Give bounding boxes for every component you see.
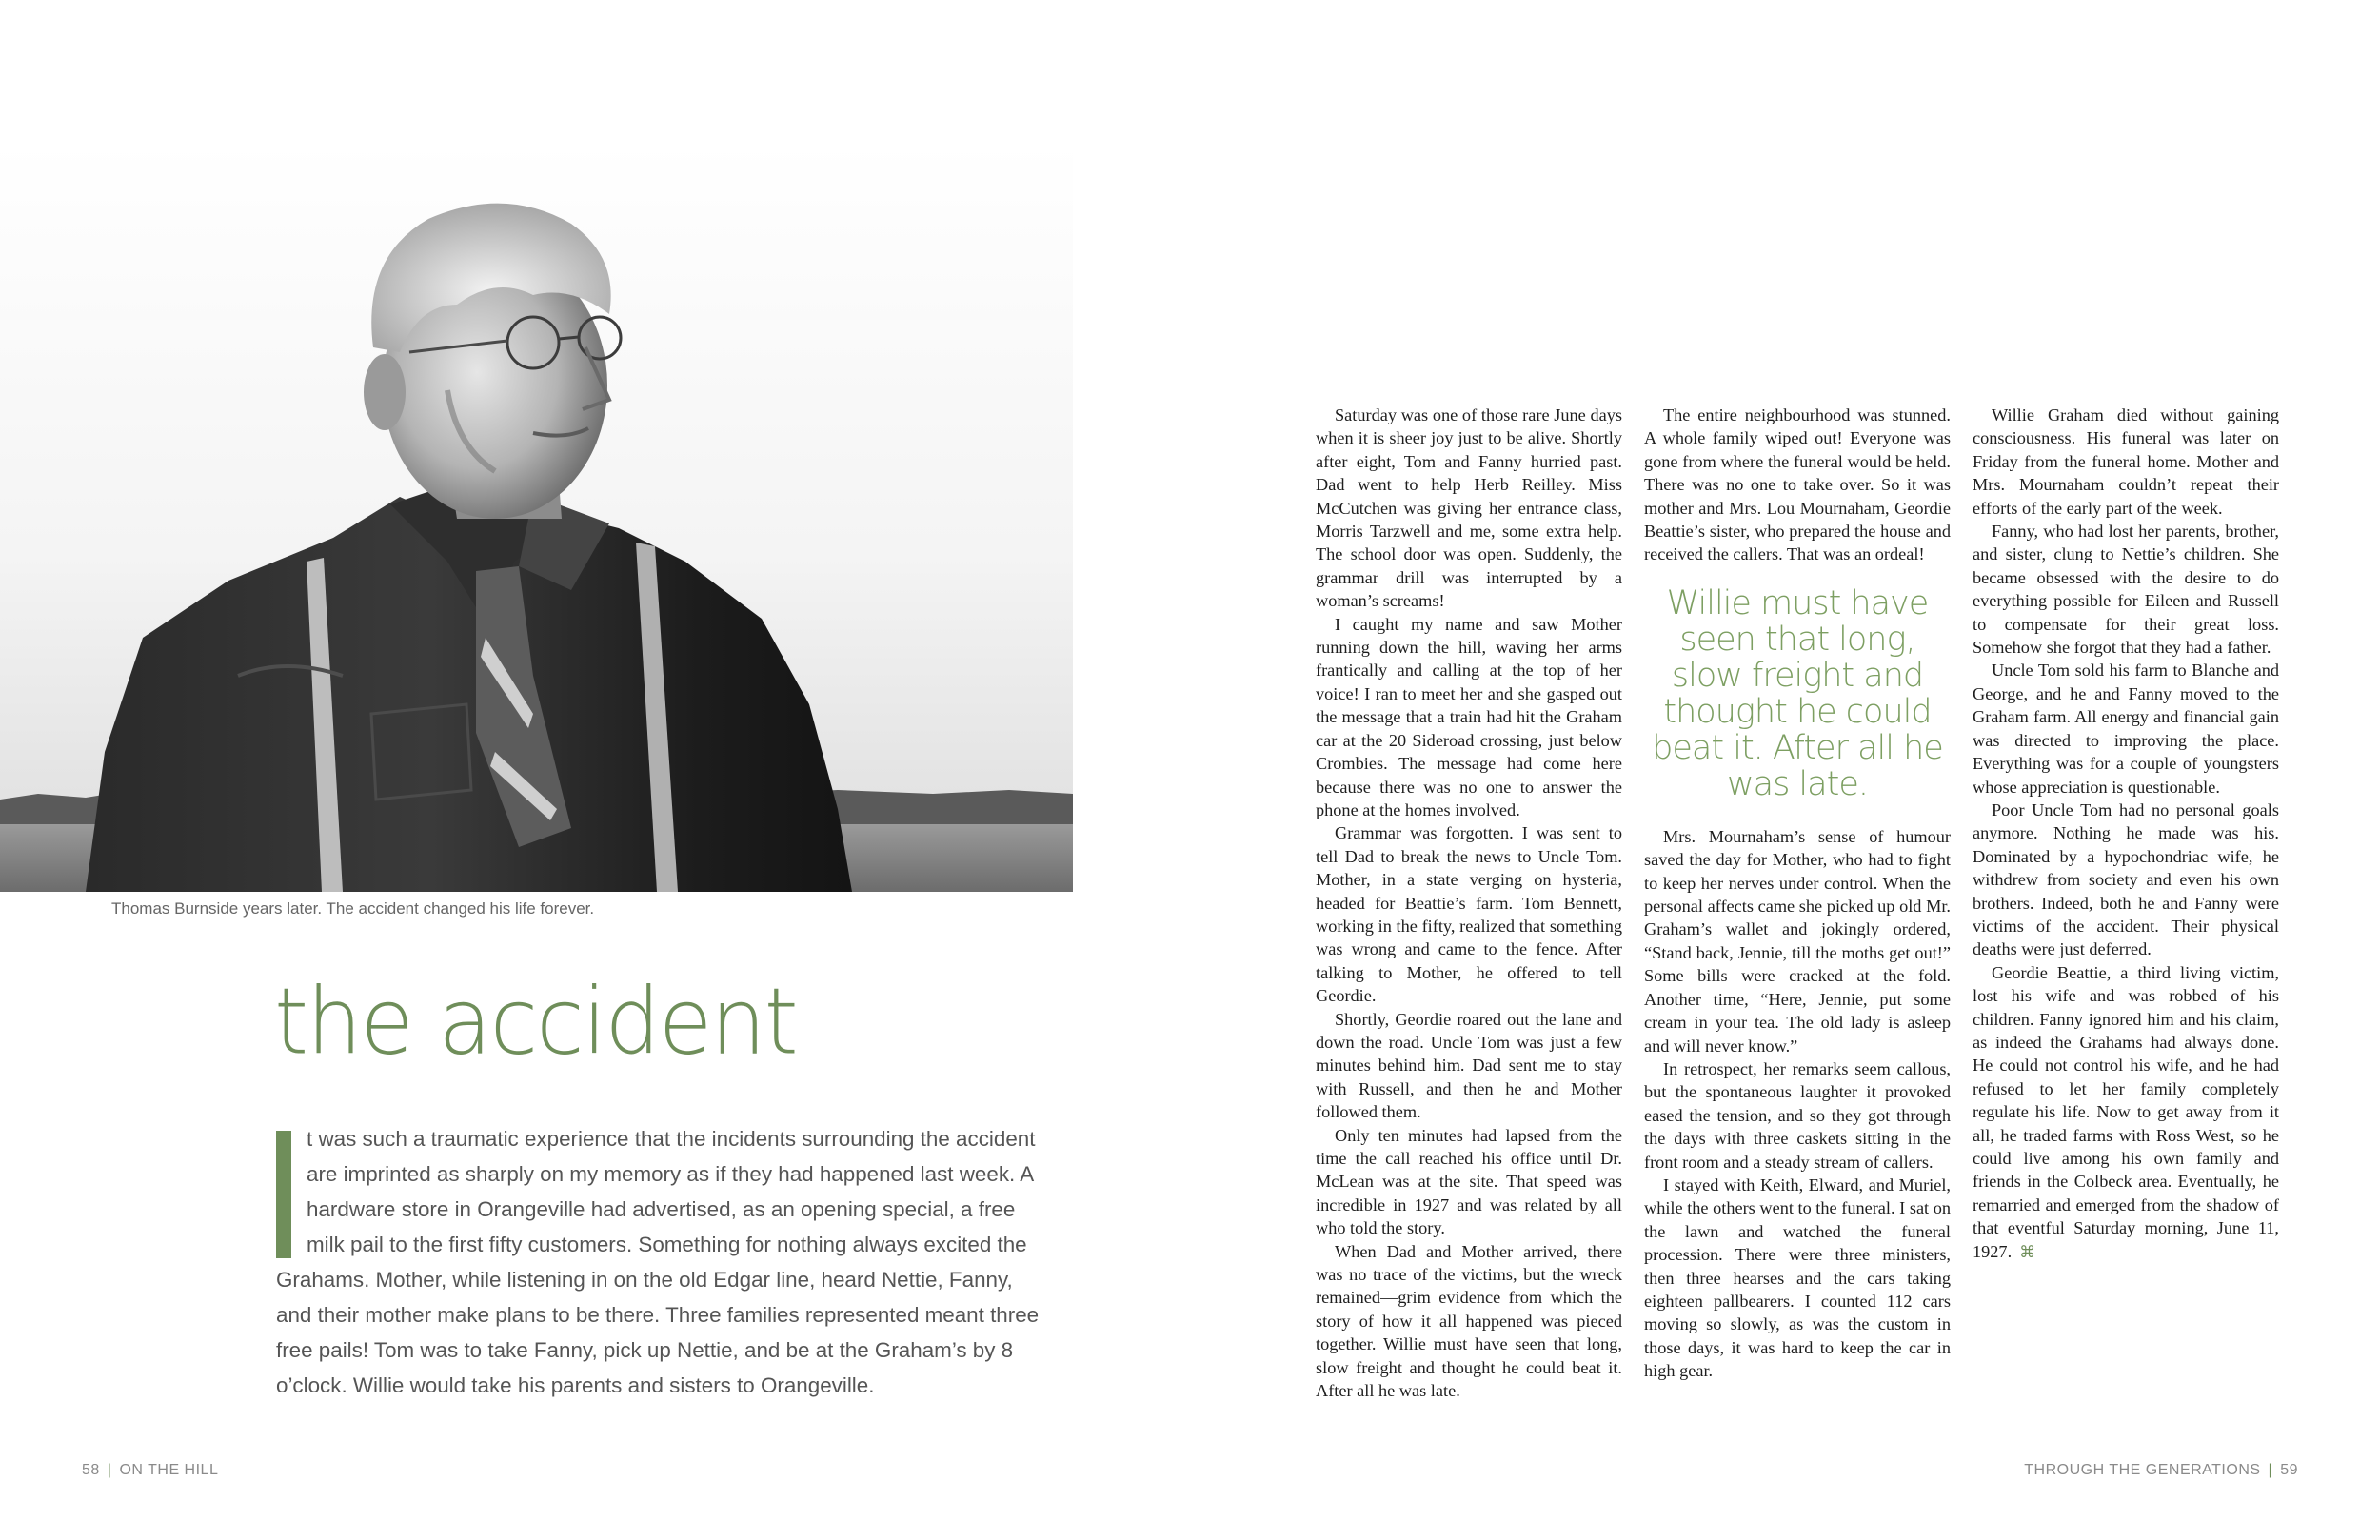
paragraph: The entire neighbourhood was stunned. A whole family wiped out! Everyone was gone from where the funeral would be held. There was no one to take over. So it was mother and Mrs. Lou Mournaham, Geordie Beattie’s sister, who prepared the house and received the callers. That was an ordeal! — [1644, 405, 1951, 564]
section-name: THROUGH THE GENERATIONS — [2024, 1462, 2261, 1478]
folio-right — [2024, 1462, 2298, 1479]
paragraph: Grammar was forgotten. I was sent to tell Dad to break the news to Uncle Tom. Mother, in a state verging on hysteria, headed for Beattie’s farm. Tom Bennett, working in the fifty, realized that something was wrong and came to the fence. After talking to Mother, he offered to tell Geordie. — [1316, 823, 1622, 1006]
pull-quote: Willie must have seen that long, slow freight and thought he could beat it. After all he was late. — [1652, 583, 1943, 803]
paragraph: Saturday was one of those rare June days when it is sheer joy just to be alive. Shortly after eight, Tom and Fanny hurried past. Dad went to help Herb Reilley. Miss McCutchen was giving her entrance class, Morris Tarzwell and me, some extra help. The school door was open. Suddenly, the grammar drill was interrupted by a woman’s screams! — [1316, 405, 1622, 611]
body-column-2 — [1644, 404, 1951, 1383]
paragraph: Fanny, who had lost her parents, brother, and sister, clung to Nettie’s children. She became obsessed with the desire to do everything possible for Eileen and Russell to compensate for their great loss. Somehow she forgot that they had a father. — [1973, 522, 2279, 658]
paragraph: In retrospect, her remarks seem callous, but the spontaneous laughter it provoked eased the tension, and so they got through the days with three caskets sitting in the front room and a steady stream of callers. — [1644, 1058, 1951, 1172]
body-column-1 — [1316, 404, 1622, 1402]
page-number: 58 — [82, 1462, 100, 1478]
paragraph — [1973, 961, 2279, 1264]
folio-left — [82, 1462, 218, 1479]
paragraph: Only ten minutes had lapsed from the time the call reached his office until Dr. McLean was at the site. That speed was incredible in 1927 and was related by all who told the story. — [1316, 1125, 1622, 1238]
paragraph: Mrs. Mournaham’s sense of humour saved the day for Mother, who had to fight to keep her nerves under control. When the personal affects came she picked up old Mr. Graham’s wallet and jokingly ordered, “Stand back, Jennie, till the moths get out!” Some bills were cracked at the fold. Another time, “Here, Jennie, put some cream in your tea. The old lady is asleep and will never know.” — [1644, 826, 1951, 1056]
intro-text: t was such a traumatic experience that the incidents surrounding the accident are imprinted as sharply on my memory as if they had happened last week. A hardware store in Orangeville had advertised, as an opening special, a free milk pail to the first fifty customers. Something for nothing always excited the Grahams. Mother, while listening in on the old Edgar line, heard Nettie, Fanny, and their mother make plans to be there. Three families represented meant three free pails! Tom was to take Fanny, pick up Nettie, and be at the Graham’s by 8 o’clock. Willie would take his parents and sisters to Orangeville. — [276, 1127, 1040, 1397]
page-number: 59 — [2280, 1462, 2298, 1478]
article-title: the accident — [274, 968, 797, 1076]
folio-divider: | — [2268, 1462, 2273, 1478]
paragraph: Poor Uncle Tom had no personal goals anymore. Nothing he made was his. Dominated by a hypochondriac wife, he withdrew from society and even his own brothers. Indeed, both he and Fanny were victims of the accident. Their physical deaths were just deferred. — [1973, 800, 2279, 959]
paragraph: Willie Graham died without gaining consciousness. His funeral was later on Friday from the funeral home. Mother and Mrs. Mournaham couldn’t repeat their efforts of the early part of the week. — [1973, 405, 2279, 518]
folio-divider: | — [107, 1462, 112, 1478]
photo-caption: Thomas Burnside years later. The accident changed his life forever. — [111, 899, 595, 918]
section-name: ON THE HILL — [119, 1462, 219, 1478]
paragraph: When Dad and Mother arrived, there was no trace of the victims, but the wreck remained—grim evidence from which the story of how it all happened was pieced together. Willie must have seen that long, slow freight and thought he could beat it. After all he was late. — [1316, 1241, 1622, 1401]
intro-paragraph — [276, 1121, 1047, 1403]
ear — [364, 354, 406, 430]
paragraph: I caught my name and saw Mother running down the hill, waving her arms frantically and calling at the top of her voice! I ran to meet her and she gasped out the message that a train had hit the Graham car at the 20 Sideroad crossing, just below Crombies. The message had come here because there was no one to answer the phone at the homes involved. — [1316, 614, 1622, 819]
end-mark-icon: ⌘ — [2019, 1242, 2036, 1262]
body-column-3 — [1973, 404, 2279, 1264]
paragraph: Uncle Tom sold his farm to Blanche and George, and he and Fanny moved to the Graham farm. All energy and financial gain was directed to improving the place. Everything was for a couple of youngsters whose appreciation is questionable. — [1973, 661, 2279, 797]
glasses-bridge — [559, 337, 579, 339]
drop-cap-bar — [276, 1131, 291, 1258]
portrait-photo — [0, 143, 1073, 892]
paragraph-text: Geordie Beattie, a third living victim, lost his wife and was robbed of his children. Fanny ignored him and his claim, as indeed the Grahams had always done. He could not control his wife, and he had refused to let her family completely regulate his life. Now to get away from it all, he traded farms with Ross West, so he could live among his own family and friends in the Colbeck area. Eventually, he remarried and emerged from the shadow of that eventful Saturday morning, June 11, 1927. — [1973, 962, 2279, 1261]
paragraph: Shortly, Geordie roared out the lane and down the road. Uncle Tom was just a few minutes behind him. Dad sent me to stay with Russell, and then he and Mother followed them. — [1316, 1009, 1622, 1122]
paragraph: I stayed with Keith, Elward, and Muriel, while the others went to the funeral. I sat on the lawn and watched the funeral procession. There were three ministers, then three hearses and the cars taking eighteen pallbearers. I counted 112 cars moving so slowly, as was the custom in those days, it was hard to keep the car in high gear. — [1644, 1175, 1951, 1381]
